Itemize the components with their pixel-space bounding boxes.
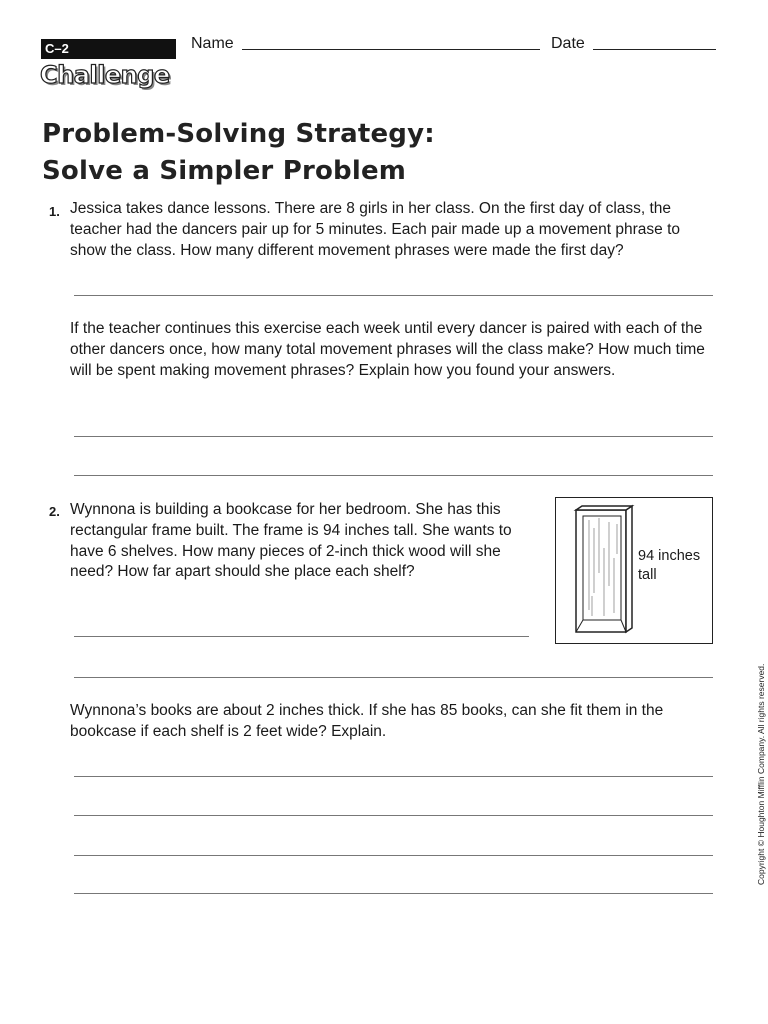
figure-label xyxy=(638,547,700,585)
page-code-badge: C–2 xyxy=(41,39,176,59)
figure-label-line-2: tall xyxy=(638,567,657,583)
answer-line[interactable] xyxy=(74,636,529,637)
title-line-1: Problem-Solving Strategy: xyxy=(42,119,435,149)
answer-line[interactable] xyxy=(74,436,713,437)
answer-line[interactable] xyxy=(74,776,713,777)
page-title xyxy=(42,116,435,190)
figure-label-line-1: 94 inches xyxy=(638,548,701,564)
challenge-badge: Challenge xyxy=(40,61,170,89)
problem-1-followup: If the teacher continues this exercise each week until every dancer is paired with each of the other dancers once, how many total movement phrases will the class make? How much time will be spent making movement phrases? Explain how you found your answers. xyxy=(70,320,705,379)
date-field[interactable] xyxy=(593,49,716,50)
answer-line[interactable] xyxy=(74,677,713,678)
date-label: Date xyxy=(551,35,585,52)
answer-line[interactable] xyxy=(74,475,713,476)
problem-2-followup: Wynnona’s books are about 2 inches thick. If she has 85 books, can she fit them in the bookcase if each shelf is 2 feet wide? Explain. xyxy=(70,702,664,740)
problem-2-text: Wynnona is building a bookcase for her bedroom. She has this rectangular frame built. The frame is 94 inches tall. She wants to have 6 shelves. How many pieces of 2-inch thick wood will she need? How far apart should she place each shelf? xyxy=(70,501,512,581)
answer-line[interactable] xyxy=(74,295,713,296)
answer-line[interactable] xyxy=(74,855,713,856)
answer-line[interactable] xyxy=(74,893,713,894)
problem-1-number: 1. xyxy=(49,204,60,219)
copyright-notice: Copyright © Houghton Mifflin Company. All rights reserved. xyxy=(756,663,766,885)
answer-line[interactable] xyxy=(74,815,713,816)
name-field[interactable] xyxy=(242,49,540,50)
title-line-2: Solve a Simpler Problem xyxy=(42,156,407,186)
problem-2-number: 2. xyxy=(49,504,60,519)
name-label: Name xyxy=(191,35,234,52)
problem-1-text: Jessica takes dance lessons. There are 8 girls in her class. On the first day of class, the teacher had the dancers pair up for 5 minutes. Each pair made up a movement phrase to show the class. How many different movement phrases were made the first day? xyxy=(70,200,681,259)
